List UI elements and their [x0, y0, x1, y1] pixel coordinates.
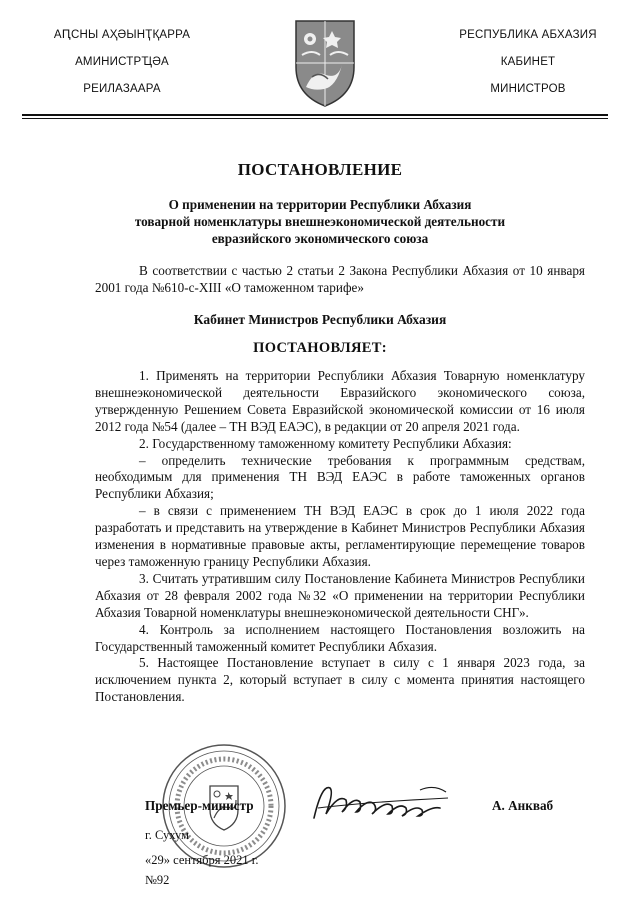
- paragraph-2: 2. Государственному таможенному комитету Республики Абхазия:: [139, 435, 512, 451]
- header-divider-thin: [22, 118, 608, 119]
- paragraph-2-item-2: – в связи с применением ТН ВЭД ЕАЭС в срок до 1 июля 2022 года разработать и представить на утверждение в Кабинет Министров Республики Абхазия изменения в нормативные правовые акты, регламентирующие перемещение товаров через таможенную границу Республики Абхазия.: [95, 503, 585, 569]
- subject-line: товарной номенклатуры внешнеэкономической деятельности: [134, 214, 506, 229]
- document-subject: [60, 196, 580, 247]
- letterhead-right-line: КАБИНЕТ: [500, 56, 556, 68]
- paragraph-5: 5. Настоящее Постановление вступает в силу с 1 января 2023 года, за исключением пункта 2, который вступает в силу с момента принятия настоящего Постановления.: [95, 655, 585, 705]
- subject-line: евразийского экономического союза: [211, 231, 429, 246]
- letterhead-abkhaz: [22, 22, 222, 103]
- letterhead-russian: [428, 22, 628, 103]
- issue-place: г. Сухум: [145, 828, 190, 842]
- issuing-body: Кабинет Министров Республики Абхазия: [193, 312, 447, 327]
- subject-line: О применении на территории Республики Абхазия: [168, 197, 472, 212]
- letterhead: [0, 0, 640, 118]
- letterhead-left-line: АԤСНЫ АҲӘЫНҬҚАРРА: [53, 29, 191, 41]
- letterhead-left-line: РЕИЛАЗААРА: [83, 83, 161, 95]
- handwritten-signature-icon: [308, 778, 458, 826]
- document-title: ПОСТАНОВЛЕНИЕ: [237, 160, 403, 179]
- signatory-title: Премьер-министр: [145, 798, 254, 813]
- signatory-name: А. Анкваб: [492, 798, 554, 813]
- letterhead-right-line: МИНИСТРОВ: [490, 83, 566, 95]
- paragraph-4: 4. Контроль за исполнением настоящего Постановления возложить на Государственный таможенный комитет Республики Абхазия.: [95, 621, 585, 654]
- resolves-heading: ПОСТАНОВЛЯЕТ:: [253, 340, 387, 356]
- paragraph-3: 3. Считать утратившим силу Постановление Кабинета Министров Республики Абхазия от 28 февраля 2002 года №32 «О применении на территории Республики Абхазия Товарной номенклатуры внешнеэкономической деятельности СНГ».: [95, 570, 585, 620]
- resolution-body: [95, 368, 585, 706]
- document-number: №92: [145, 873, 170, 887]
- signature-block: [0, 740, 640, 905]
- coat-of-arms-icon: [292, 17, 358, 109]
- legal-basis: В соответствии с частью 2 статьи 2 Закона Республики Абхазия от 10 января 2001 года №610-с-XIII «О таможенном тарифе»: [95, 263, 585, 295]
- paragraph-1: 1. Применять на территории Республики Абхазия Товарную номенклатуру внешнеэкономической деятельности Евразийского экономического союза, утвержденную Решением Совета Евразийской экономической комиссии от 16 июля 2012 года №54 (далее – ТН ВЭД ЕАЭС), в редакции от 20 апреля 2021 года.: [95, 368, 585, 434]
- letterhead-right-line: РЕСПУБЛИКА АБХАЗИЯ: [459, 29, 597, 41]
- issue-date: «29» сентября 2021 г.: [145, 853, 259, 867]
- letterhead-left-line: АМИНИСТРҴӘА: [75, 56, 169, 68]
- header-divider-thick: [22, 114, 608, 116]
- paragraph-2-item-1: – определить технические требования к программным средствам, необходимым для применения ТН ВЭД ЕАЭС в работе таможенных органов Республики Абхазия;: [95, 452, 585, 502]
